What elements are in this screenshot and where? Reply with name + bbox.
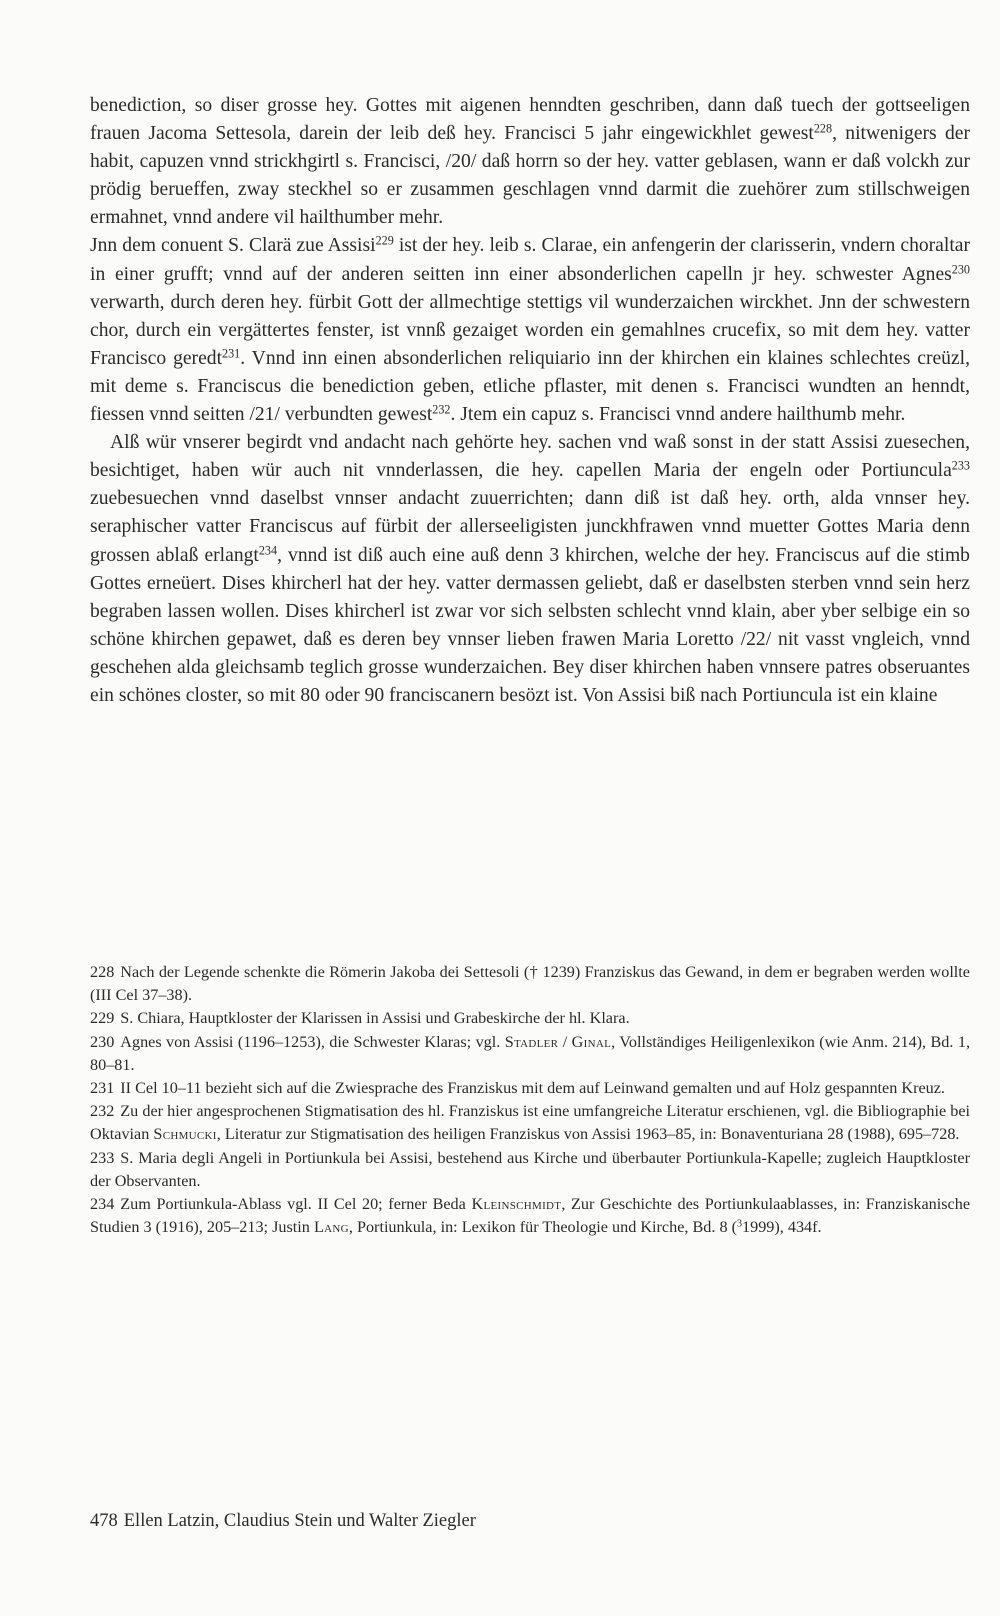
footnote-text: S. Maria degli Angeli in Portiunkula bei Assisi, bestehend aus Kirche und überbauter Portiunkula-Kapelle; zugleich Hauptkloster der Observanten. — [90, 1148, 970, 1190]
author-name: Lang — [313, 1218, 349, 1237]
footnote-number: 234 — [90, 1195, 115, 1214]
footnote-text: , Literatur zur Stigmatisation des heiligen Franziskus von Assisi 1963–85, in: Bonaventuriana 28 (1988), 695–728. — [216, 1125, 960, 1144]
footnote-number: 232 — [90, 1102, 115, 1121]
text-run: zuebesuechen vnnd daselbst vnnser andacht zuuerrichten; dann diß ist daß hey. orth, alda vnnser hey. seraphischer vatter Franciscus auf fürbit der allerseeligisten junckhfrawen vnnd muetter Gottes Maria denn grossen ablaß erlangt — [90, 488, 970, 566]
footnote-ref: 234 — [258, 542, 278, 557]
footnote-ref: 231 — [222, 346, 241, 361]
footnote-text: Nach der Legende schenkte die Römerin Jakoba dei Settesoli († 1239) Franziskus das Gewand, in dem er begraben werden wollte (III Cel 37–38). — [90, 963, 970, 1005]
footnote-text: S. Chiara, Hauptkloster der Klarissen in Assisi und Grabeskirche der hl. Klara. — [120, 1009, 630, 1028]
author-name: Ginal — [571, 1032, 612, 1051]
footnote-number: 228 — [90, 963, 115, 981]
page-footer — [90, 1509, 476, 1533]
text-run: . Jtem ein capuz s. Francisci vnnd andere hailthumb mehr. — [450, 404, 906, 426]
footnote-234 — [90, 1193, 970, 1239]
text-run: Jnn dem conuent S. Clarä zue Assisi — [90, 235, 376, 257]
footnote-text: Zum Portiunkula-Ablass vgl. II Cel 20; ferner Beda — [120, 1195, 472, 1214]
paragraph — [90, 232, 970, 429]
footnote-number: 231 — [90, 1079, 115, 1098]
text-run: , vnnd ist diß auch eine auß denn 3 khirchen, welche der hey. Franciscus auf die stimb Gottes erneüert. Dises khircherl hat der hey. vatter dermassen geliebt, daß er daselbsten sterben vnnd sein herz begraben lassen wollen. Dises khircherl ist zwar vor sich selbsten schlecht vnnd klain, aber yber selbige ein so schöne khirchen gepawet, daß es deren bey vnnser lieben frawen Maria Loretto /22/ nit vasst vngleich, vnnd geschehen alda gleichsamb teglich grosse wunderzaichen. Bey diser khirchen haben vnnsere patres obseruantes ein schönes closter, so mit 80 oder 90 franciscanern besözt ist. Von Assisi biß nach Portiuncula ist ein klaine — [90, 544, 970, 706]
paragraph — [90, 429, 970, 710]
text-run: , nitwenigers der habit, capuzen vnnd strickhgirtl s. Francisci, /20/ daß horrn so der hey. vatter geblasen, wann er daß volckh zur prödig berueffen, zway steckhel so er zusammen geschlagen vnnd darmit die zuehörer zum stillschweigen ermahnet, vnnd andere vil hailthumber mehr. — [90, 123, 970, 229]
author-name: Stadler — [504, 1032, 559, 1051]
footnote-number: 230 — [90, 1032, 115, 1051]
author-name: Kleinschmidt — [471, 1195, 562, 1214]
footnote-228 — [90, 961, 970, 1007]
footnote-ref: 228 — [813, 121, 833, 136]
footnote-ref: 230 — [951, 261, 970, 276]
footnote-231 — [90, 1077, 970, 1100]
footnote-text: Zu der hier angesprochenen Stigmatisation des hl. Franziskus ist eine umfangreiche Literatur erschienen, vgl. die Bibliographie bei Oktavian — [90, 1102, 970, 1144]
text-run: Alß wür vnserer begirdt vnd andacht nach gehörte hey. sachen vnd waß sonst in der statt Assisi zuesechen, besichtiget, haben wür auch nit vnnderlassen, die hey. capellen Maria der engeln oder Portiuncula — [90, 432, 970, 482]
text-run: benediction, so diser grosse hey. Gottes mit aigenen henndten geschriben, dann daß tuech der gottseeligen frauen Jacoma Settesola, darein der leib deß hey. Francisci 5 jahr eingewickhlet gewest — [90, 95, 970, 145]
footnote-number: 229 — [90, 1009, 115, 1028]
footnote-ref: 229 — [375, 233, 394, 248]
edition-superscript: 3 — [737, 1218, 743, 1230]
footnotes — [90, 961, 970, 1239]
footnote-number: 233 — [90, 1148, 115, 1167]
footnote-232 — [90, 1100, 970, 1146]
text-run: verwarth, durch deren hey. fürbit Gott der allmechtige stettigs vil wunderzaichen wirckhet. Jnn der schwestern chor, durch ein vergättertes fenster, ist vnnß gezaiget worden ein gemahlnes crucefix, so mit dem hey. vatter Francisco geredt — [90, 291, 970, 369]
text-run: . Vnnd inn einen absonderlichen reliquiario inn der khirchen ein klaines schlechtes creüzl, mit deme s. Franciscus die benediction geben, etliche pflaster, mit denen s. Francisci wundten an henndt, fiessen vnnd seitten /21/ verbundten gewest — [90, 347, 970, 426]
paragraph — [90, 92, 970, 232]
footnote-text: Agnes von Assisi (1196–1253), die Schwester Klaras; vgl. — [120, 1032, 505, 1051]
footnote-text: II Cel 10–11 bezieht sich auf die Zwiesprache des Franziskus mit dem auf Leinwand gemalten und auf Holz gespannten Kreuz. — [120, 1079, 945, 1098]
main-text — [90, 92, 970, 710]
footnote-ref: 233 — [951, 458, 970, 473]
text-run: ist der hey. leib s. Clarae, ein anfengerin der clarisserin, vndern choraltar in einer grufft; vnnd auf der anderen seitten inn einer absonderlichen capelln jr hey. schwester Agnes — [90, 235, 970, 285]
footnote-ref: 232 — [432, 402, 451, 417]
footnote-text: , Vollständiges Heiligenlexikon (wie Anm. 214), Bd. 1, 80–81. — [90, 1032, 970, 1074]
footnote-230 — [90, 1031, 970, 1077]
footnote-text: , Portiunkula, in: Lexikon für Theologie und Kirche, Bd. 8 ( — [348, 1218, 737, 1237]
author-name: Schmucki — [153, 1125, 217, 1144]
footnote-text: , Zur Geschichte des Portiunkulaablasses, in: Franziskanische Studien 3 (1916), 205–213; Justin — [90, 1195, 971, 1237]
page-number: 478 — [90, 1511, 118, 1531]
footnote-text: / — [558, 1032, 572, 1051]
footnote-text: 1999), 434f. — [742, 1218, 822, 1237]
running-footer-authors: Ellen Latzin, Claudius Stein und Walter Ziegler — [123, 1511, 476, 1531]
footnote-233 — [90, 1147, 970, 1193]
footnote-229 — [90, 1007, 970, 1030]
